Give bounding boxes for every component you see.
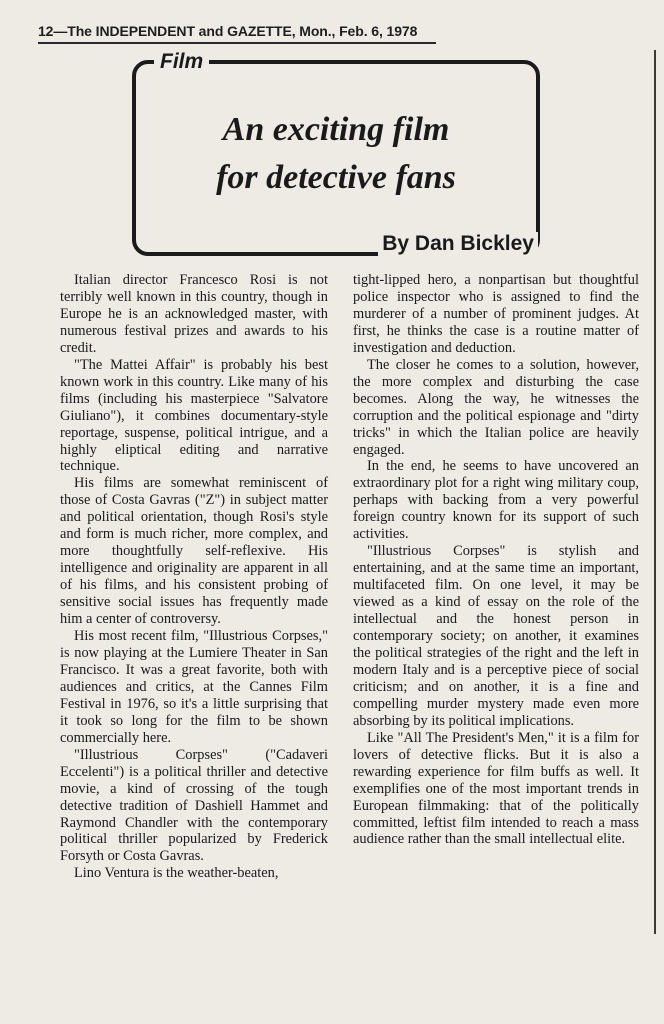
paragraph-continued: tight-lipped hero, a nonpartisan but thoughtful police inspector who is assigned to find the murderer of a number of prominent judges. At first, he thinks the case is a routine matter of investigation and deduction. bbox=[353, 272, 639, 356]
article-column-right bbox=[353, 272, 639, 848]
byline: By Dan Bickley bbox=[378, 232, 538, 256]
column-rule bbox=[654, 50, 656, 934]
paragraph: Italian director Francesco Rosi is not terribly well known in this country, though in Europe he is an acknowledged master, with numerous festival prizes and awards to his credit. bbox=[60, 272, 328, 356]
paragraph: Like "All The President's Men," it is a film for lovers of detective flicks. But it is also a rewarding experience for film buffs as well. It exemplifies one of the most important trends in European filmmaking: that of the politically committed, leftist film intended to reach a mass audience rather than the small intellectual elite. bbox=[353, 729, 639, 848]
paragraph: His most recent film, "Illustrious Corpses," is now playing at the Lumiere Theater in San Francisco. It was a great favorite, both with audiences and critics, at the Cannes Film Festival in 1976, so it's a little surprising that it took so long for the film to be shown commercially here. bbox=[60, 628, 328, 746]
headline-line-2: for detective fans bbox=[216, 159, 456, 196]
paragraph: His films are somewhat reminiscent of those of Costa Gavras ("Z") in subject matter and political orientation, though Rosi's style and form is much richer, more complex, and more thoughtfully self-reflexive. His intelligence and originality are apparent in all of his films, and his consistent probing of sensitive social issues has frequently made him a center of controversy. bbox=[60, 475, 328, 628]
paragraph: Lino Ventura is the weather-beaten, bbox=[74, 865, 279, 882]
paragraph: The closer he comes to a solution, however, the more complex and disturbing the case becomes. Along the way, he witnesses the corruption and the political espionage and "dirty tricks" in which the Italian police are heavily engaged. bbox=[353, 356, 639, 458]
paragraph: "Illustrious Corpses" is stylish and entertaining, and at the same time an important, multifaceted film. On one level, it may be viewed as a kind of essay on the role of the intellectual and the honest person in contemporary society; on another, it examines the political strategies of the right and the left in modern Italy and is a perceptive piece of social criticism; and on another, it is a fine and compelling murder mystery made even more absorbing by its political implications. bbox=[353, 543, 639, 729]
paragraph: "The Mattei Affair" is probably his best known work in this country. Like many of his films (including his masterpiece "Salvatore Giuliano"), it combines documentary-style reportage, suspense, political intrigue, and a highly eliptical editing and narrative technique. bbox=[60, 356, 328, 475]
paragraph: In the end, he seems to have uncovered an extraordinary plot for a right wing military coup, perhaps with backing from a very powerful foreign country known for its support of such activities. bbox=[353, 458, 639, 543]
paragraph: "Illustrious Corpses" ("Cadaveri Eccelenti") is a political thriller and detective movie, a kind of crossing of the tough detective tradition of Dashiell Hammet and Raymond Chandler with the contemporary political thriller popularized by Frederick Forsyth or Costa Gavras. bbox=[60, 746, 328, 865]
article-column-left bbox=[60, 272, 328, 882]
page-header: 12—The INDEPENDENT and GAZETTE, Mon., Feb. 6, 1978 bbox=[38, 22, 436, 44]
headline bbox=[132, 106, 540, 202]
section-kicker: Film bbox=[154, 50, 209, 74]
headline-line-1: An exciting film bbox=[222, 111, 450, 148]
